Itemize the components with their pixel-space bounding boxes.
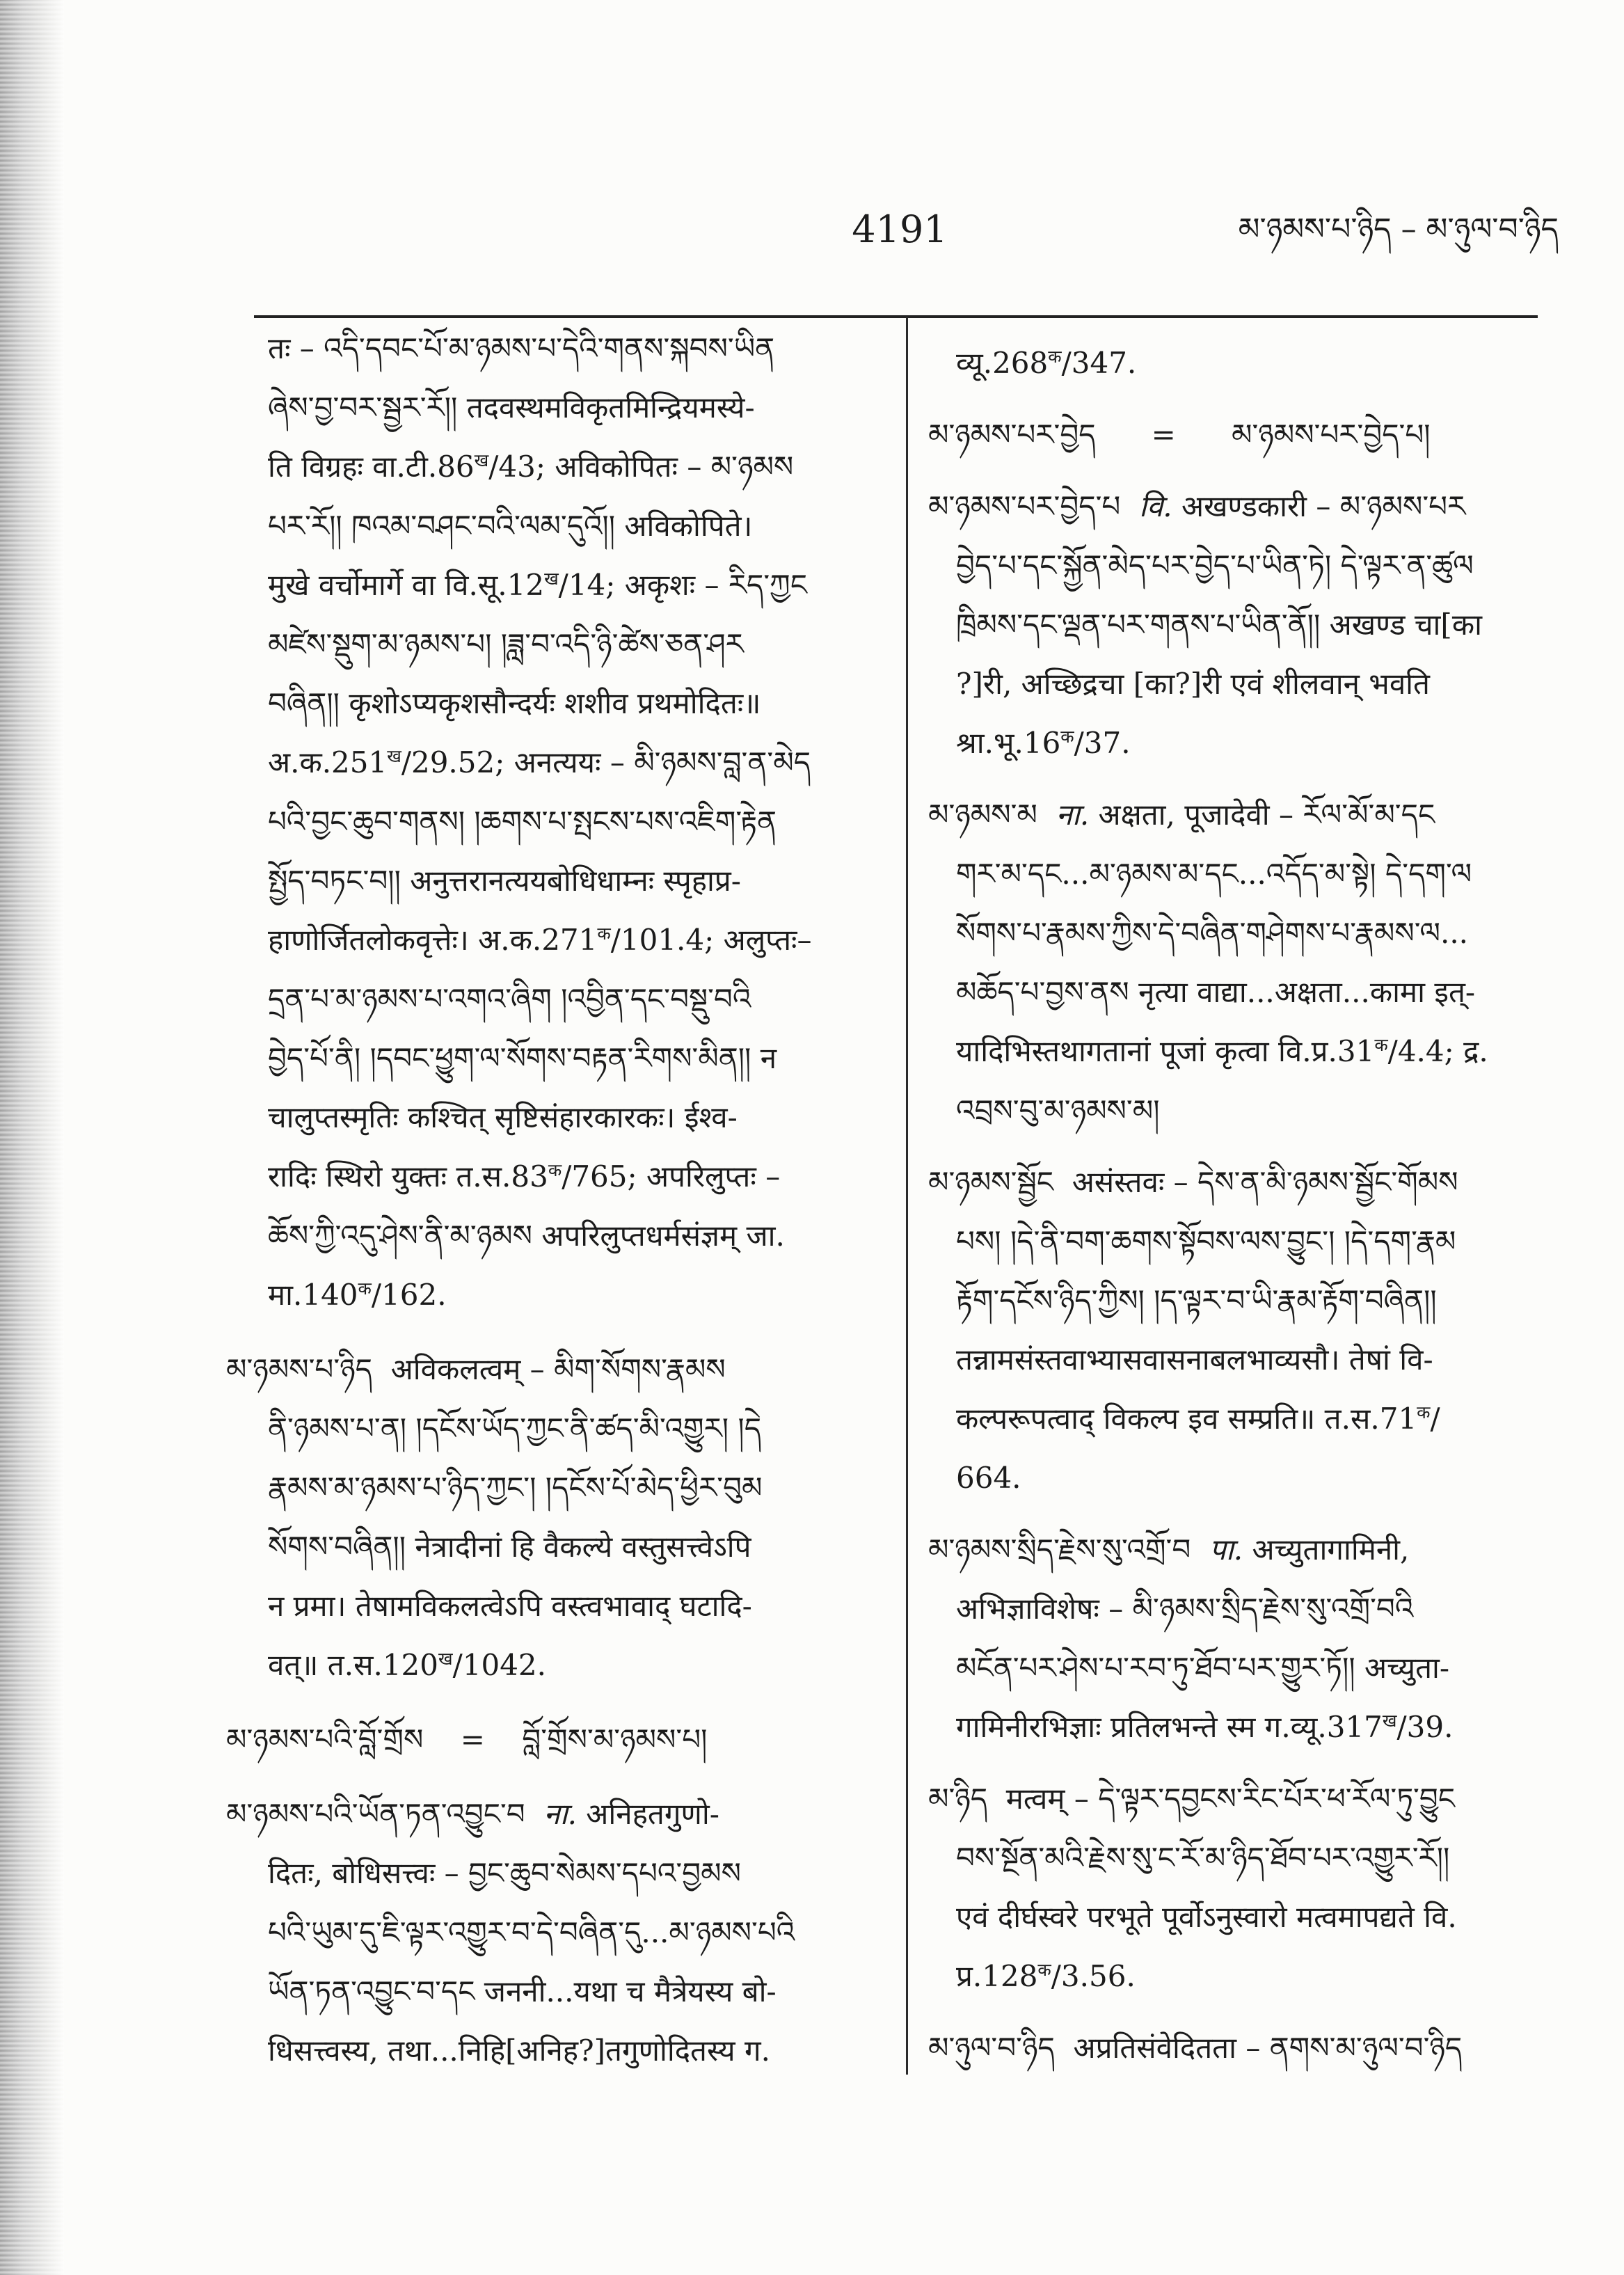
line-text: སོགས་བཞིན།། नेत्रादीनां हि वैकल्ये वस्तुसत्त्वेऽपि: [268, 1530, 751, 1564]
dictionary-line: [956, 1579, 1560, 1638]
dictionary-entry: [226, 1784, 878, 2080]
dictionary-entry: [928, 785, 1560, 1140]
dictionary-line: [268, 674, 878, 733]
line-text: ཞེས་བྱ་བར་སྦྱར་རོ།། तदवस्थमविकृतमिन्द्रियमस्ये-: [268, 390, 755, 425]
dictionary-line: [268, 555, 878, 615]
line-text: བྱེད་པ་དང་སྐྱོན་མེད་པར་བྱེད་པ་ཡིན་ཏེ། དེ་ལྟར་ན་ཚུལ: [956, 548, 1474, 582]
line-text: འབྲས་བུ་མ་ཉམས་མ།: [956, 1093, 1160, 1127]
dictionary-line: [956, 654, 1560, 713]
entry-headword-line: [928, 1520, 1560, 1579]
dictionary-line: [268, 910, 878, 969]
scan-binding-edge: [0, 0, 64, 2275]
dictionary-line: [268, 378, 878, 437]
line-text: $मा.140^क/162$.: [268, 1278, 447, 1312]
line-text: धिसत्त्वस्य, तथा...निहि[अनिह?]तगुणोदितस्य ग.: [268, 2034, 771, 2068]
dictionary-line: [268, 1576, 878, 1635]
line-text: ཆོས་ཀྱི་འདུ་ཤེས་ནི་མ་ཉམས अपरिलुप्तधर्मसंज्ञम् जा.: [268, 1219, 785, 1253]
dictionary-line: [956, 962, 1560, 1022]
header-rule: [254, 315, 1538, 318]
line-text: एवं दीर्घस्वरे परभूते पूर्वोऽनुस्वारो मत्वमापद्यते वि.: [956, 1900, 1457, 1934]
dictionary-line: [956, 1947, 1560, 2006]
dictionary-line: [268, 1844, 878, 1903]
line-text: མངོན་པར་ཤེས་པ་རབ་ཏུ་ཐོབ་པར་གྱུར་ཏོ།། अच्युता-: [956, 1651, 1450, 1685]
dictionary-line: [268, 496, 878, 555]
line-text: हाणोर्जितलोकवृत्तेः। $अ.क.271^क/101.4$; अलुप्तः–: [268, 923, 812, 957]
dictionary-entry: [928, 405, 1560, 464]
dictionary-line: [268, 2021, 878, 2080]
line-text: न प्रमा। तेषामविकलत्वेऽपि वस्त्वभावाद् घटादि-: [268, 1589, 752, 1623]
line-text: ནི་ཉམས་པ་ན། །དངོས་ཡོད་ཀྱང་ནི་ཚད་མི་འགྱུར། །དེ: [268, 1411, 762, 1445]
line-text: བཞིན།། कृशोऽप्यकृशसौन्दर्यः शशीव प्रथमोदितः॥: [268, 686, 761, 720]
dictionary-line: [956, 1697, 1560, 1757]
dictionary-line: [268, 969, 878, 1029]
column-divider: [906, 317, 908, 2075]
line-text: མ་ཉིད मत्वम् – དེ་ལྟར་དབྱངས་རིང་པོར་ཕ་རོལ་ཏུ་བྱུང: [928, 1782, 1456, 1816]
dictionary-entry: [928, 1769, 1560, 2006]
dictionary-entry: [928, 477, 1560, 772]
line-text: སྤྱོད་བཏང་བ།། अनुत्तरानत्ययबोधिधाम्नः स्पृहाप्र-: [268, 864, 741, 898]
line-text: मुखे वर्चोमार्गे वा $वि.सू.12^ख/14$; अकृशः – རིད་ཀྱང: [268, 568, 807, 602]
dictionary-line: [268, 1088, 878, 1147]
line-text: 664.: [956, 1461, 1021, 1495]
entry-headword-line: [928, 1152, 1560, 1212]
entry-headword-line: [928, 477, 1560, 536]
dictionary-line: [956, 713, 1560, 772]
line-text: མཛེས་སྡུག་མ་ཉམས་པ། །ཟླ་བ་འདི་ཉི་ཚེས་ཅན་ཤར: [268, 627, 744, 661]
line-text: अभिज्ञाविशेषः – མི་ཉམས་སྲིད་རྗེས་སུ་འགྲོ་བའི: [956, 1592, 1414, 1626]
line-text: $अ.क.251^ख/29.52$; अनत्ययः – མི་ཉམས་བླ་ན་མེད: [268, 745, 811, 779]
line-text: गामिनीरभिज्ञाः प्रतिलभन्ते स्म $ग.व्यू.317^ख/39$.: [956, 1710, 1454, 1744]
dictionary-line: [268, 733, 878, 792]
dictionary-line: [956, 1022, 1560, 1081]
page-number: 4191: [852, 207, 948, 251]
line-text: རྟོག་དངོས་ཉིད་ཀྱིས། །ད་ལྟར་བ་ཡི་རྣམ་རྟོག་བཞིན།།: [956, 1283, 1437, 1317]
dictionary-line: [268, 1399, 878, 1458]
line-text: चालुप्तस्मृतिः कश्चित् सृष्टिसंहारकारकः। ईश्व-: [268, 1100, 738, 1134]
dictionary-line: [956, 333, 1560, 393]
dictionary-line: [956, 1271, 1560, 1330]
dictionary-line: [268, 1962, 878, 2021]
line-text: མ་ཉམས་པ་ཉིད अविकलत्वम् – མིག་སོགས་རྣམས: [226, 1352, 726, 1386]
line-text: བྱེད་པོ་ནི། །དབང་ཕྱུག་ལ་སོགས་བརྟན་རིགས་མིན།། न: [268, 1041, 777, 1075]
running-head: མ་ཉམས་པ་ཉིད – མ་ཉུལ་བ་ཉིད: [1238, 212, 1559, 247]
line-text: दितः, बोधिसत्त्वः – བྱང་ཆུབ་སེམས་དཔའ་བྱམས: [268, 1856, 741, 1890]
dictionary-line: [956, 1389, 1560, 1448]
line-text: ཁྲིམས་དང་ལྡན་པར་གནས་པ་ཡིན་ནོ།། अखण्ड चा[का: [956, 608, 1482, 642]
dictionary-line: [956, 1330, 1560, 1389]
entry-headword-line: [928, 405, 1560, 464]
dictionary-entry: [928, 2018, 1560, 2077]
entry-headword-line: [226, 1710, 878, 1769]
dictionary-entry: [226, 1340, 878, 1695]
dictionary-line: [956, 1828, 1560, 1887]
dictionary-line: [268, 319, 878, 378]
line-text: དྲན་པ་མ་ཉམས་པ་འགའ་ཞིག །འབྱིན་དང་བསྡུ་བའི: [268, 982, 751, 1016]
dictionary-line: [956, 1081, 1560, 1140]
dictionary-line: [956, 1887, 1560, 1947]
line-text: པའི་བྱང་ཆུབ་གནས། །ཆགས་པ་སྤངས་པས་འཇིག་རྟེན: [268, 804, 777, 839]
line-text: པའི་ཡུམ་དུ་ཇི་ལྟར་འགྱུར་བ་དེ་བཞིན་དུ...མ་ཉམས་པའི: [268, 1915, 795, 1949]
line-text: མ་ཉམས་སྲིད་རྗེས་སུ་འགྲོ་བ पा. अच्युतागामिनी,: [928, 1532, 1410, 1567]
entry-headword-line: [928, 785, 1560, 844]
line-text: མཆོད་པ་བྱས་ནས नृत्या वाद्या...अक्षता...कामा इत्-: [956, 975, 1476, 1009]
dictionary-entry: [928, 1520, 1560, 1757]
dictionary-line: [268, 1206, 878, 1265]
dictionary-line: [956, 844, 1560, 903]
dictionary-line: [268, 1635, 878, 1695]
line-text: यादिभिस्तथागतानां पूजां कृत्वा $वि.प्र.31^क/4.4$; द्र.: [956, 1034, 1488, 1068]
line-text: वत्॥ $त.स.120^ख/1042$.: [268, 1648, 546, 1682]
dictionary-line: [956, 1212, 1560, 1271]
line-text: མ་ཉམས་སྦྱོང असंस्तवः – དེས་ན་མི་ཉམས་སྦྱོང་གོམས: [928, 1165, 1458, 1199]
left-column: [226, 319, 878, 2080]
dictionary-entry: [226, 1710, 878, 1769]
line-text: པར་རོ།། ཁའམ་བཤང་བའི་ལམ་དུའོ།། अविकोपिते।: [268, 509, 753, 543]
line-text: रादिः स्थिरो युक्तः $त.स.83^क/765$; अपरिलुप्तः –: [268, 1159, 781, 1194]
dictionary-entry: [226, 319, 878, 1324]
dictionary-line: [268, 1029, 878, 1088]
line-text: तन्नामसंस्तवाभ्यासवासनाबलभाव्यसौ। तेषां वि-: [956, 1342, 1433, 1377]
line-text: $प्र.128^क/3.56$.: [956, 1959, 1136, 1993]
right-column: [928, 333, 1560, 2077]
line-text: མ་ཉམས་པའི་བློ་གྲོས = བློ་གྲོས་མ་ཉམས་པ།: [226, 1722, 708, 1757]
entry-headword-line: [928, 1769, 1560, 1828]
dictionary-line: [956, 595, 1560, 654]
dictionary-line: [268, 792, 878, 851]
line-text: སོགས་པ་རྣམས་ཀྱིས་དེ་བཞིན་གཤེགས་པ་རྣམས་ལ...: [956, 916, 1469, 950]
dictionary-line: [956, 1448, 1560, 1507]
line-text: མ་ཉམས་པར་བྱེད = མ་ཉམས་པར་བྱེད་པ།: [928, 418, 1431, 452]
line-text: $श्रा.भू.16^क/37$.: [956, 726, 1131, 760]
entry-headword-line: [226, 1340, 878, 1399]
line-text: कल्परूपत्वाद् विकल्प इव सम्प्रति॥ $त.स.71^क/$: [956, 1402, 1440, 1436]
entry-headword-line: [928, 2018, 1560, 2077]
dictionary-line: [268, 1903, 878, 1962]
dictionary-line: [268, 1458, 878, 1517]
dictionary-entry: [928, 1152, 1560, 1507]
dictionary-line: [268, 1265, 878, 1324]
line-text: ति विग्रहः $वा.टी.86^ख/43$; अविकोपितः – མ་ཉམས: [268, 450, 794, 484]
line-text: རྣམས་མ་ཉམས་པ་ཉིད་ཀྱང་། །དངོས་པོ་མེད་ཕྱིར་བུམ: [268, 1471, 763, 1505]
line-text: མ་ཉུལ་བ་ཉིད अप्रतिसंवेदितता – ནགས་མ་ཉུལ་བ་ཉིད: [928, 2031, 1463, 2065]
dictionary-line: [268, 615, 878, 674]
line-text: མ་ཉམས་པར་བྱེད་པ वि. अखण्डकारी – མ་ཉམས་པར: [928, 489, 1466, 523]
dictionary-line: [268, 1147, 878, 1206]
line-text: མ་ཉམས་པའི་ཡོན་ཏན་འབྱུང་བ ना. अनिहतगुणो-: [226, 1797, 719, 1831]
dictionary-line: [268, 851, 878, 910]
line-text: ?]री, अच्छिद्रचा [का?]री एवं शीलवान् भवति: [956, 667, 1430, 701]
line-text: གར་མ་དང...མ་ཉམས་མ་དང...འདོད་མ་སྟེ། དེ་དག་ལ: [956, 857, 1472, 891]
entry-headword-line: [226, 1784, 878, 1844]
dictionary-line: [956, 536, 1560, 595]
line-text: तः – འདི་དབང་པོ་མ་ཉམས་པ་དེའི་གནས་སྐབས་ཡིན: [268, 331, 775, 365]
line-text: པས། །དེ་ནི་བག་ཆགས་སྟོབས་ལས་བྱུང་། །དེ་དག་རྣམ: [956, 1224, 1456, 1258]
dictionary-entry: [928, 333, 1560, 393]
line-text: ཡོན་ཏན་འབྱུང་བ་དང जननी...यथा च मैत्रेयस्य बो-: [268, 1974, 777, 2008]
line-text: བས་སྔོན་མའི་རྗེས་སུ་ང་རོ་མ་ཉིད་ཐོབ་པར་འགྱུར་རོ།།: [956, 1841, 1450, 1875]
dictionary-line: [956, 903, 1560, 962]
dictionary-line: [268, 437, 878, 496]
dictionary-line: [956, 1638, 1560, 1697]
dictionary-line: [268, 1517, 878, 1576]
line-text: མ་ཉམས་མ ना. अक्षता, पूजादेवी – རོལ་མོ་མ་དང: [928, 798, 1435, 832]
line-text: $व्यू.268^क/347$.: [956, 346, 1137, 380]
